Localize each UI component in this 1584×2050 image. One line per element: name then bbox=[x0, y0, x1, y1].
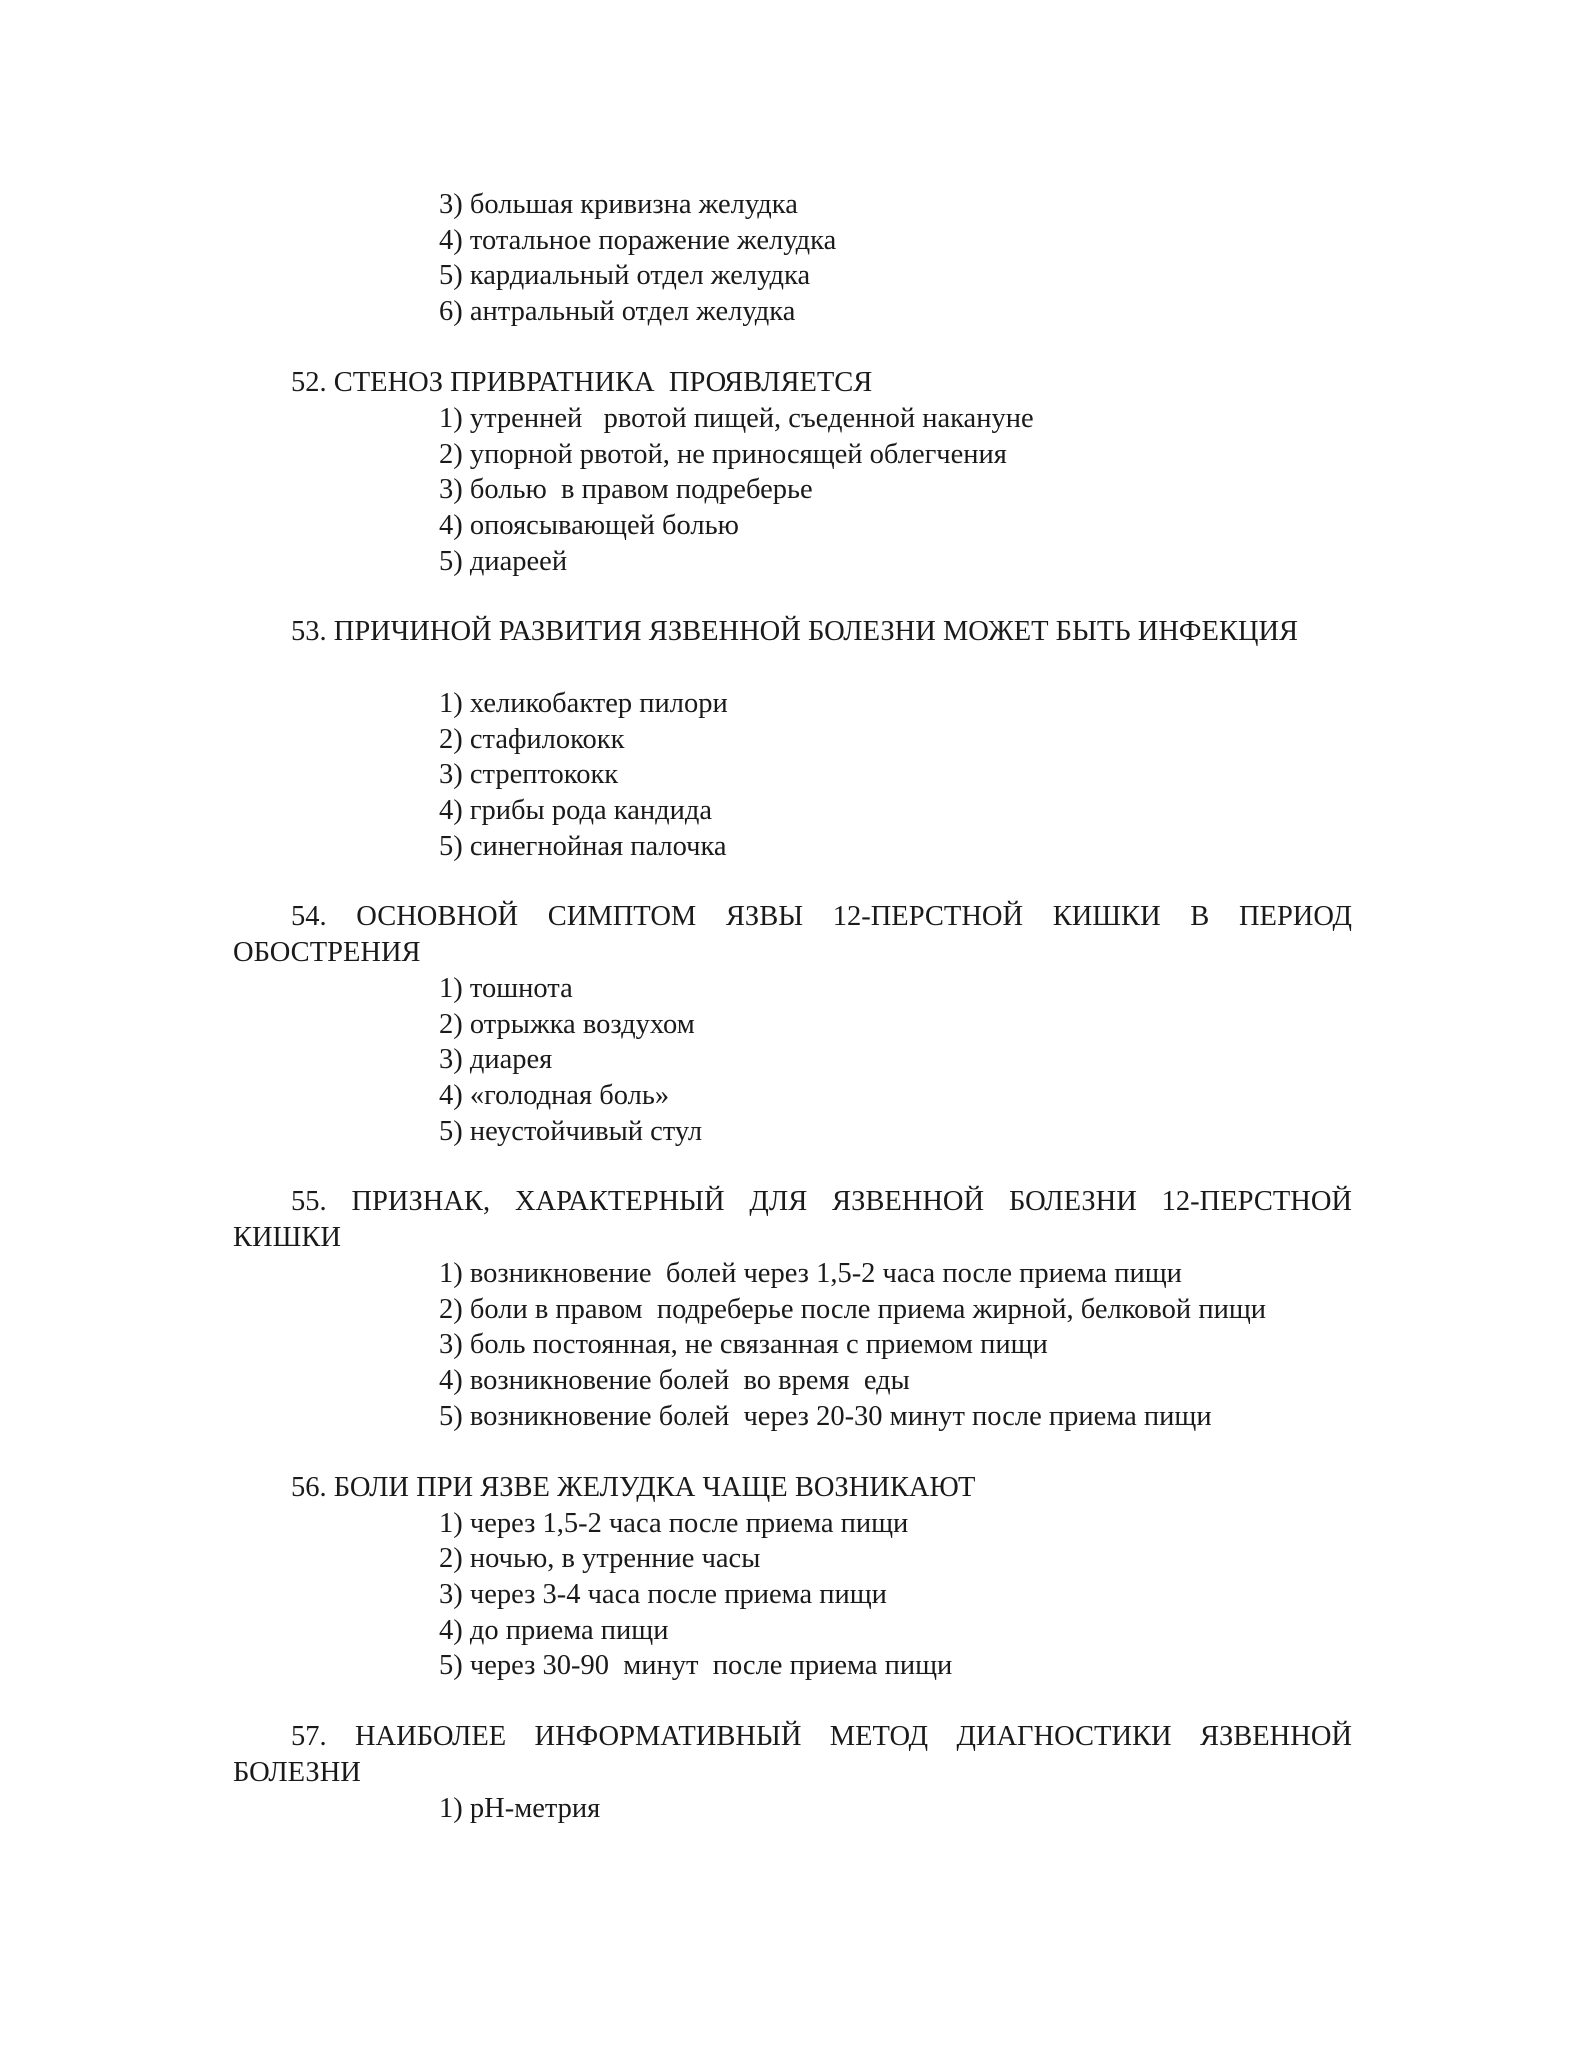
answer-option: 1) через 1,5-2 часа после приема пищи bbox=[439, 1508, 909, 1539]
answer-option: 1) рН-метрия bbox=[439, 1793, 601, 1824]
answer-option: 1) возникновение болей через 1,5-2 часа после приема пищи bbox=[439, 1258, 1182, 1289]
answer-option: 6) антральный отдел желудка bbox=[439, 296, 796, 327]
answer-option: 5) возникновение болей через 20-30 минут после приема пищи bbox=[439, 1401, 1212, 1432]
answer-option: 5) неустойчивый стул bbox=[439, 1116, 703, 1147]
answer-option: 5) через 30-90 минут после приема пищи bbox=[439, 1650, 953, 1681]
answer-option: 4) возникновение болей во время еды bbox=[439, 1365, 910, 1396]
answer-option: 4) грибы рода кандида bbox=[439, 795, 713, 826]
answer-option: 5) синегнойная палочка bbox=[439, 831, 727, 862]
answer-option: 3) большая кривизна желудка bbox=[439, 189, 798, 220]
answer-option: 3) через 3-4 часа после приема пищи bbox=[439, 1579, 887, 1610]
answer-option: 3) боль постоянная, не связанная с приемом пищи bbox=[439, 1329, 1048, 1360]
answer-option: 2) упорной рвотой, не приносящей облегчения bbox=[439, 439, 1007, 470]
question-text: 52. СТЕНОЗ ПРИВРАТНИКА ПРОЯВЛЯЕТСЯ bbox=[291, 367, 873, 398]
question-text: 57. НАИБОЛЕЕ ИНФОРМАТИВНЫЙ МЕТОД ДИАГНОСТИКИ ЯЗВЕННОЙ БОЛЕЗНИ bbox=[233, 1721, 1352, 1788]
question-text: 53. ПРИЧИНОЙ РАЗВИТИЯ ЯЗВЕННОЙ БОЛЕЗНИ МОЖЕТ БЫТЬ ИНФЕКЦИЯ bbox=[291, 616, 1299, 647]
answer-option: 3) стрептококк bbox=[439, 759, 619, 790]
answer-option: 4) опоясывающей болью bbox=[439, 510, 739, 541]
answer-option: 4) до приема пищи bbox=[439, 1615, 669, 1646]
answer-option: 4) «голодная боль» bbox=[439, 1080, 670, 1111]
answer-option: 2) отрыжка воздухом bbox=[439, 1009, 695, 1040]
answer-option: 5) диареей bbox=[439, 546, 568, 577]
answer-option: 2) ночью, в утренние часы bbox=[439, 1543, 761, 1574]
answer-option: 2) стафилококк bbox=[439, 724, 625, 755]
answer-option: 1) тошнота bbox=[439, 973, 573, 1004]
question-text: 54. ОСНОВНОЙ СИМПТОМ ЯЗВЫ 12-ПЕРСТНОЙ КИШКИ В ПЕРИОД ОБОСТРЕНИЯ bbox=[233, 901, 1352, 968]
answer-option: 3) диарея bbox=[439, 1044, 553, 1075]
answer-option: 3) болью в правом подреберье bbox=[439, 474, 813, 505]
question-text: 56. БОЛИ ПРИ ЯЗВЕ ЖЕЛУДКА ЧАЩЕ ВОЗНИКАЮТ bbox=[291, 1472, 976, 1503]
question-text: 55. ПРИЗНАК, ХАРАКТЕРНЫЙ ДЛЯ ЯЗВЕННОЙ БОЛЕЗНИ 12-ПЕРСТНОЙ КИШКИ bbox=[233, 1186, 1352, 1253]
answer-option: 4) тотальное поражение желудка bbox=[439, 225, 837, 256]
answer-option: 5) кардиальный отдел желудка bbox=[439, 260, 811, 291]
answer-option: 1) хеликобактер пилори bbox=[439, 688, 728, 719]
answer-option: 1) утренней рвотой пищей, съеденной накануне bbox=[439, 403, 1034, 434]
answer-option: 2) боли в правом подреберье после приема жирной, белковой пищи bbox=[439, 1294, 1267, 1325]
